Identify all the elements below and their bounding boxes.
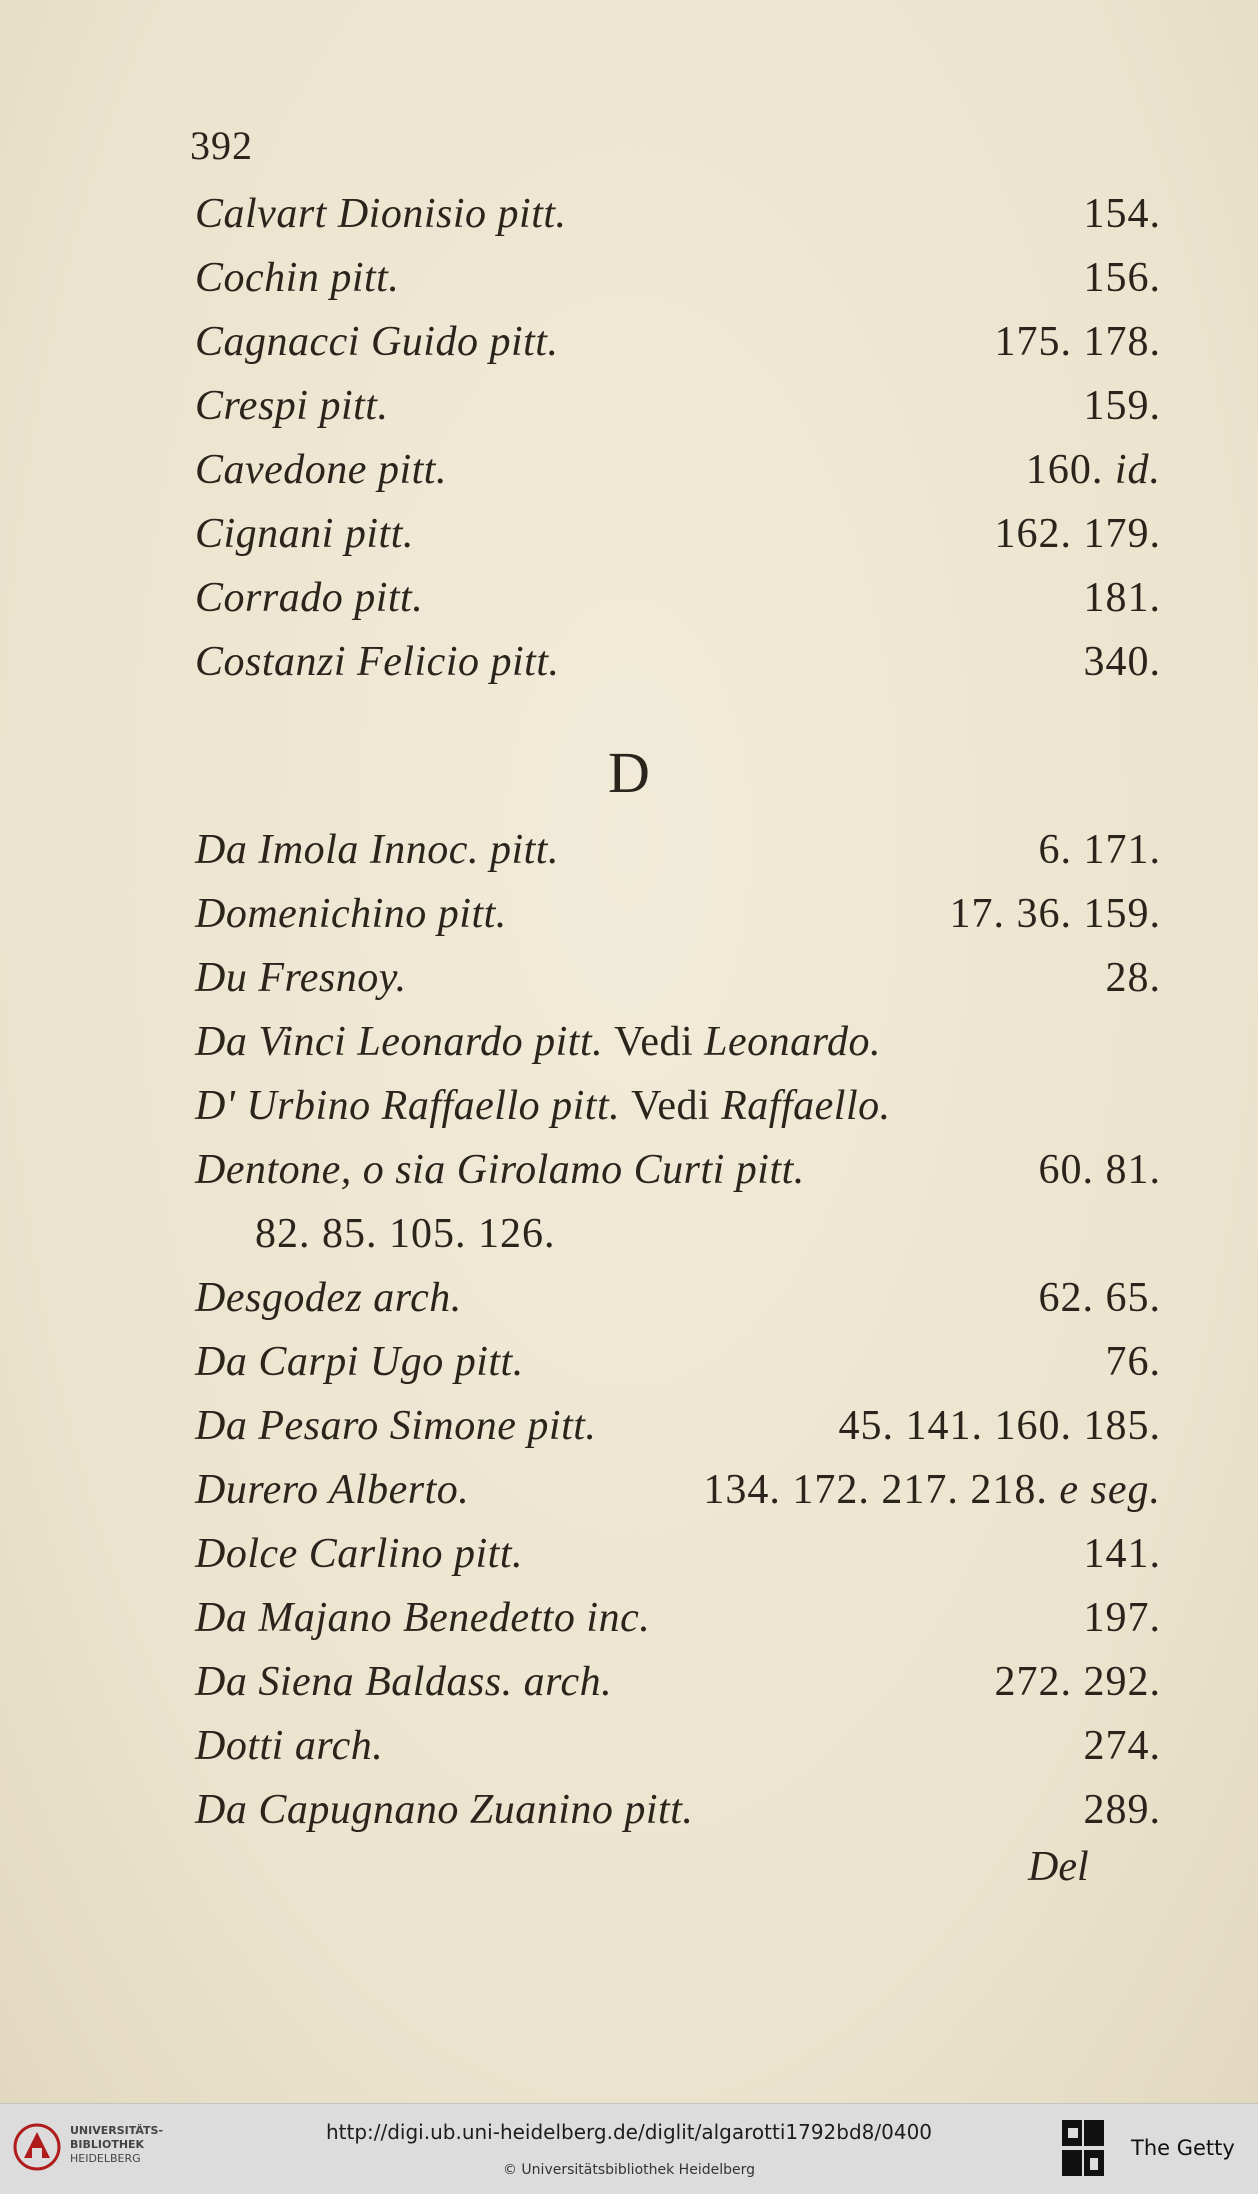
index-entry [195, 246, 1161, 310]
entry-name: Costanzi Felicio pitt. [195, 639, 560, 685]
entry-pages: 289. [1083, 1787, 1161, 1833]
entry-name: Durero Alberto. [195, 1467, 470, 1513]
library-name-line: UNIVERSITÄTS- [70, 2124, 164, 2137]
index-entry [195, 438, 1161, 502]
index-entry [195, 1458, 1161, 1522]
entry-name: Corrado pitt. [195, 575, 424, 621]
entry-pages-suffix: id. [1114, 447, 1161, 493]
entry-name: Cignani pitt. [195, 511, 414, 557]
entry-pages: 272. 292. [994, 1659, 1161, 1705]
catchword: Del [1028, 1844, 1089, 1890]
see-target: Raffaello. [721, 1083, 891, 1129]
getty-logo-icon [1060, 2118, 1106, 2180]
entry-pages-continuation: 82. 85. 105. 126. [255, 1211, 556, 1257]
index-entry [195, 1266, 1161, 1330]
index-entry [195, 818, 1161, 882]
index-entry [195, 566, 1161, 630]
entry-pages: 60. 81. [1038, 1147, 1161, 1193]
see-label: Vedi [631, 1083, 711, 1129]
index-entry [195, 374, 1161, 438]
see-label: Vedi [614, 1019, 694, 1065]
index-entry [195, 1522, 1161, 1586]
index-entry [195, 1010, 1161, 1074]
index-entry [195, 1138, 1161, 1202]
index-entry [195, 1330, 1161, 1394]
entry-pages: 76. [1105, 1339, 1161, 1385]
entry-pages: 6. 171. [1038, 827, 1161, 873]
entry-name: Da Siena Baldass. arch. [195, 1659, 613, 1705]
entry-pages: 141. [1083, 1531, 1161, 1577]
entry-name: Cochin pitt. [195, 255, 400, 301]
entry-pages: 45. 141. 160. 185. [838, 1403, 1161, 1449]
index-entry [195, 1778, 1161, 1842]
copyright-notice: © Universitätsbibliothek Heidelberg [502, 2162, 755, 2178]
entry-pages-number: 134. 172. 217. 218. [703, 1467, 1048, 1513]
index-entry [195, 1650, 1161, 1714]
getty-name: The Getty [1131, 2136, 1235, 2160]
index-entry [195, 1394, 1161, 1458]
entry-pages: 274. [1083, 1723, 1161, 1769]
permalink-url[interactable]: http://digi.ub.uni-heidelberg.de/diglit/algarotti1792bd8/0400 [325, 2120, 933, 2144]
entry-pages: 340. [1083, 639, 1161, 685]
entry-pages-number: 160. [1025, 447, 1104, 493]
entry-name: Cagnacci Guido pitt. [195, 319, 559, 365]
section-letter: D [608, 740, 650, 805]
entry-name: Du Fresnoy. [195, 955, 407, 1001]
entry-name: Da Imola Innoc. pitt. [195, 827, 559, 873]
entry-pages: 62. 65. [1038, 1275, 1161, 1321]
entry-pages: 181. [1083, 575, 1161, 621]
index-entry [195, 1074, 1161, 1138]
index-entry [195, 630, 1161, 694]
entry-name: Cavedone pitt. [195, 447, 447, 493]
entry-pages: 28. [1105, 955, 1161, 1001]
library-name-line: HEIDELBERG [70, 2152, 141, 2165]
index-entry [195, 182, 1161, 246]
page-number: 392 [190, 123, 253, 168]
entry-name: Da Capugnano Zuanino pitt. [195, 1787, 694, 1833]
entry-name: Crespi pitt. [195, 383, 389, 429]
index-entry [195, 946, 1161, 1010]
library-name-line: BIBLIOTHEK [70, 2138, 145, 2151]
entry-name-text: Da Vinci Leonardo pitt. [195, 1019, 604, 1065]
entry-name: Da Carpi Ugo pitt. [195, 1339, 524, 1385]
index-entry-continuation [195, 1202, 1161, 1266]
index-entry [195, 882, 1161, 946]
entry-pages: 154. [1083, 191, 1161, 237]
entry-name: Dentone, o sia Girolamo Curti pitt. [195, 1147, 805, 1193]
entry-name-text: D' Urbino Raffaello pitt. [195, 1083, 621, 1129]
entry-pages: 175. 178. [994, 319, 1161, 365]
entry-name: Dotti arch. [195, 1723, 384, 1769]
entry-pages: 17. 36. 159. [949, 891, 1161, 937]
entry-pages: 197. [1083, 1595, 1161, 1641]
entry-pages: 159. [1083, 383, 1161, 429]
entry-name [195, 1010, 881, 1074]
index-entry [195, 1586, 1161, 1650]
see-target: Leonardo. [704, 1019, 881, 1065]
entry-pages: 156. [1083, 255, 1161, 301]
index-entry [195, 310, 1161, 374]
entry-pages [703, 1458, 1161, 1522]
index-entry [195, 1714, 1161, 1778]
entry-pages [1026, 438, 1161, 502]
entry-pages-suffix: e seg. [1059, 1467, 1161, 1513]
index-entry [195, 502, 1161, 566]
entry-pages: 162. 179. [994, 511, 1161, 557]
viewer-footer [0, 2103, 1258, 2194]
entry-name: Dolce Carlino pitt. [195, 1531, 523, 1577]
entry-name: Da Majano Benedetto inc. [195, 1595, 651, 1641]
entry-name: Desgodez arch. [195, 1275, 462, 1321]
entry-name: Calvart Dionisio pitt. [195, 191, 567, 237]
entry-name: Da Pesaro Simone pitt. [195, 1403, 597, 1449]
entry-name [195, 1074, 891, 1138]
entry-name: Domenichino pitt. [195, 891, 507, 937]
